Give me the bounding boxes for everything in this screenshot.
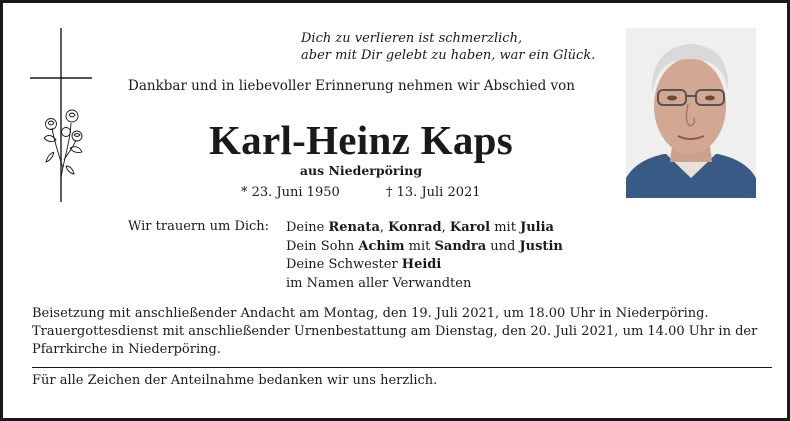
deceased-place: aus Niederpöring [299, 163, 423, 178]
divider [32, 367, 772, 368]
funeral-details: Beisetzung mit anschließender Andacht am Montag, den 19. Juli 2021, um 18.00 Uhr in Niederpöring. Trauergottesdienst mit anschließender Urnenbestattung am Dienstag, den 20. Juli 2021, um 14.00 Uhr in der Pfarrkirche in Niederpöring. [32, 306, 758, 357]
death-date: † 13. Juli 2021 [386, 185, 481, 200]
birth-date: * 23. Juni 1950 [241, 185, 340, 200]
mourners-line-2: Dein Sohn Achim mit Sandra und Justin [286, 238, 563, 254]
deceased-name: Karl-Heinz Kaps [208, 117, 513, 163]
mourners-label: Wir trauern um Dich: [128, 219, 270, 234]
mourners-list [286, 219, 563, 293]
quote [301, 30, 595, 64]
mourners-line-4: im Namen aller Verwandten [286, 275, 472, 291]
quote-line-2: aber mit Dir gelebt zu haben, war ein Glück. [301, 48, 596, 63]
portrait-photo [626, 28, 756, 198]
mourners-line-3: Deine Schwester Heidi [286, 257, 442, 272]
mourners-line-1: Deine Renata, Konrad, Karol mit Julia [286, 220, 554, 235]
intro-text: Dankbar und in liebevoller Erinnerung nehmen wir Abschied von [128, 78, 576, 94]
quote-line-1: Dich zu verlieren ist schmerzlich, [301, 31, 523, 46]
thanks-text: Für alle Zeichen der Anteilnahme bedanken wir uns herzlich. [32, 373, 438, 388]
